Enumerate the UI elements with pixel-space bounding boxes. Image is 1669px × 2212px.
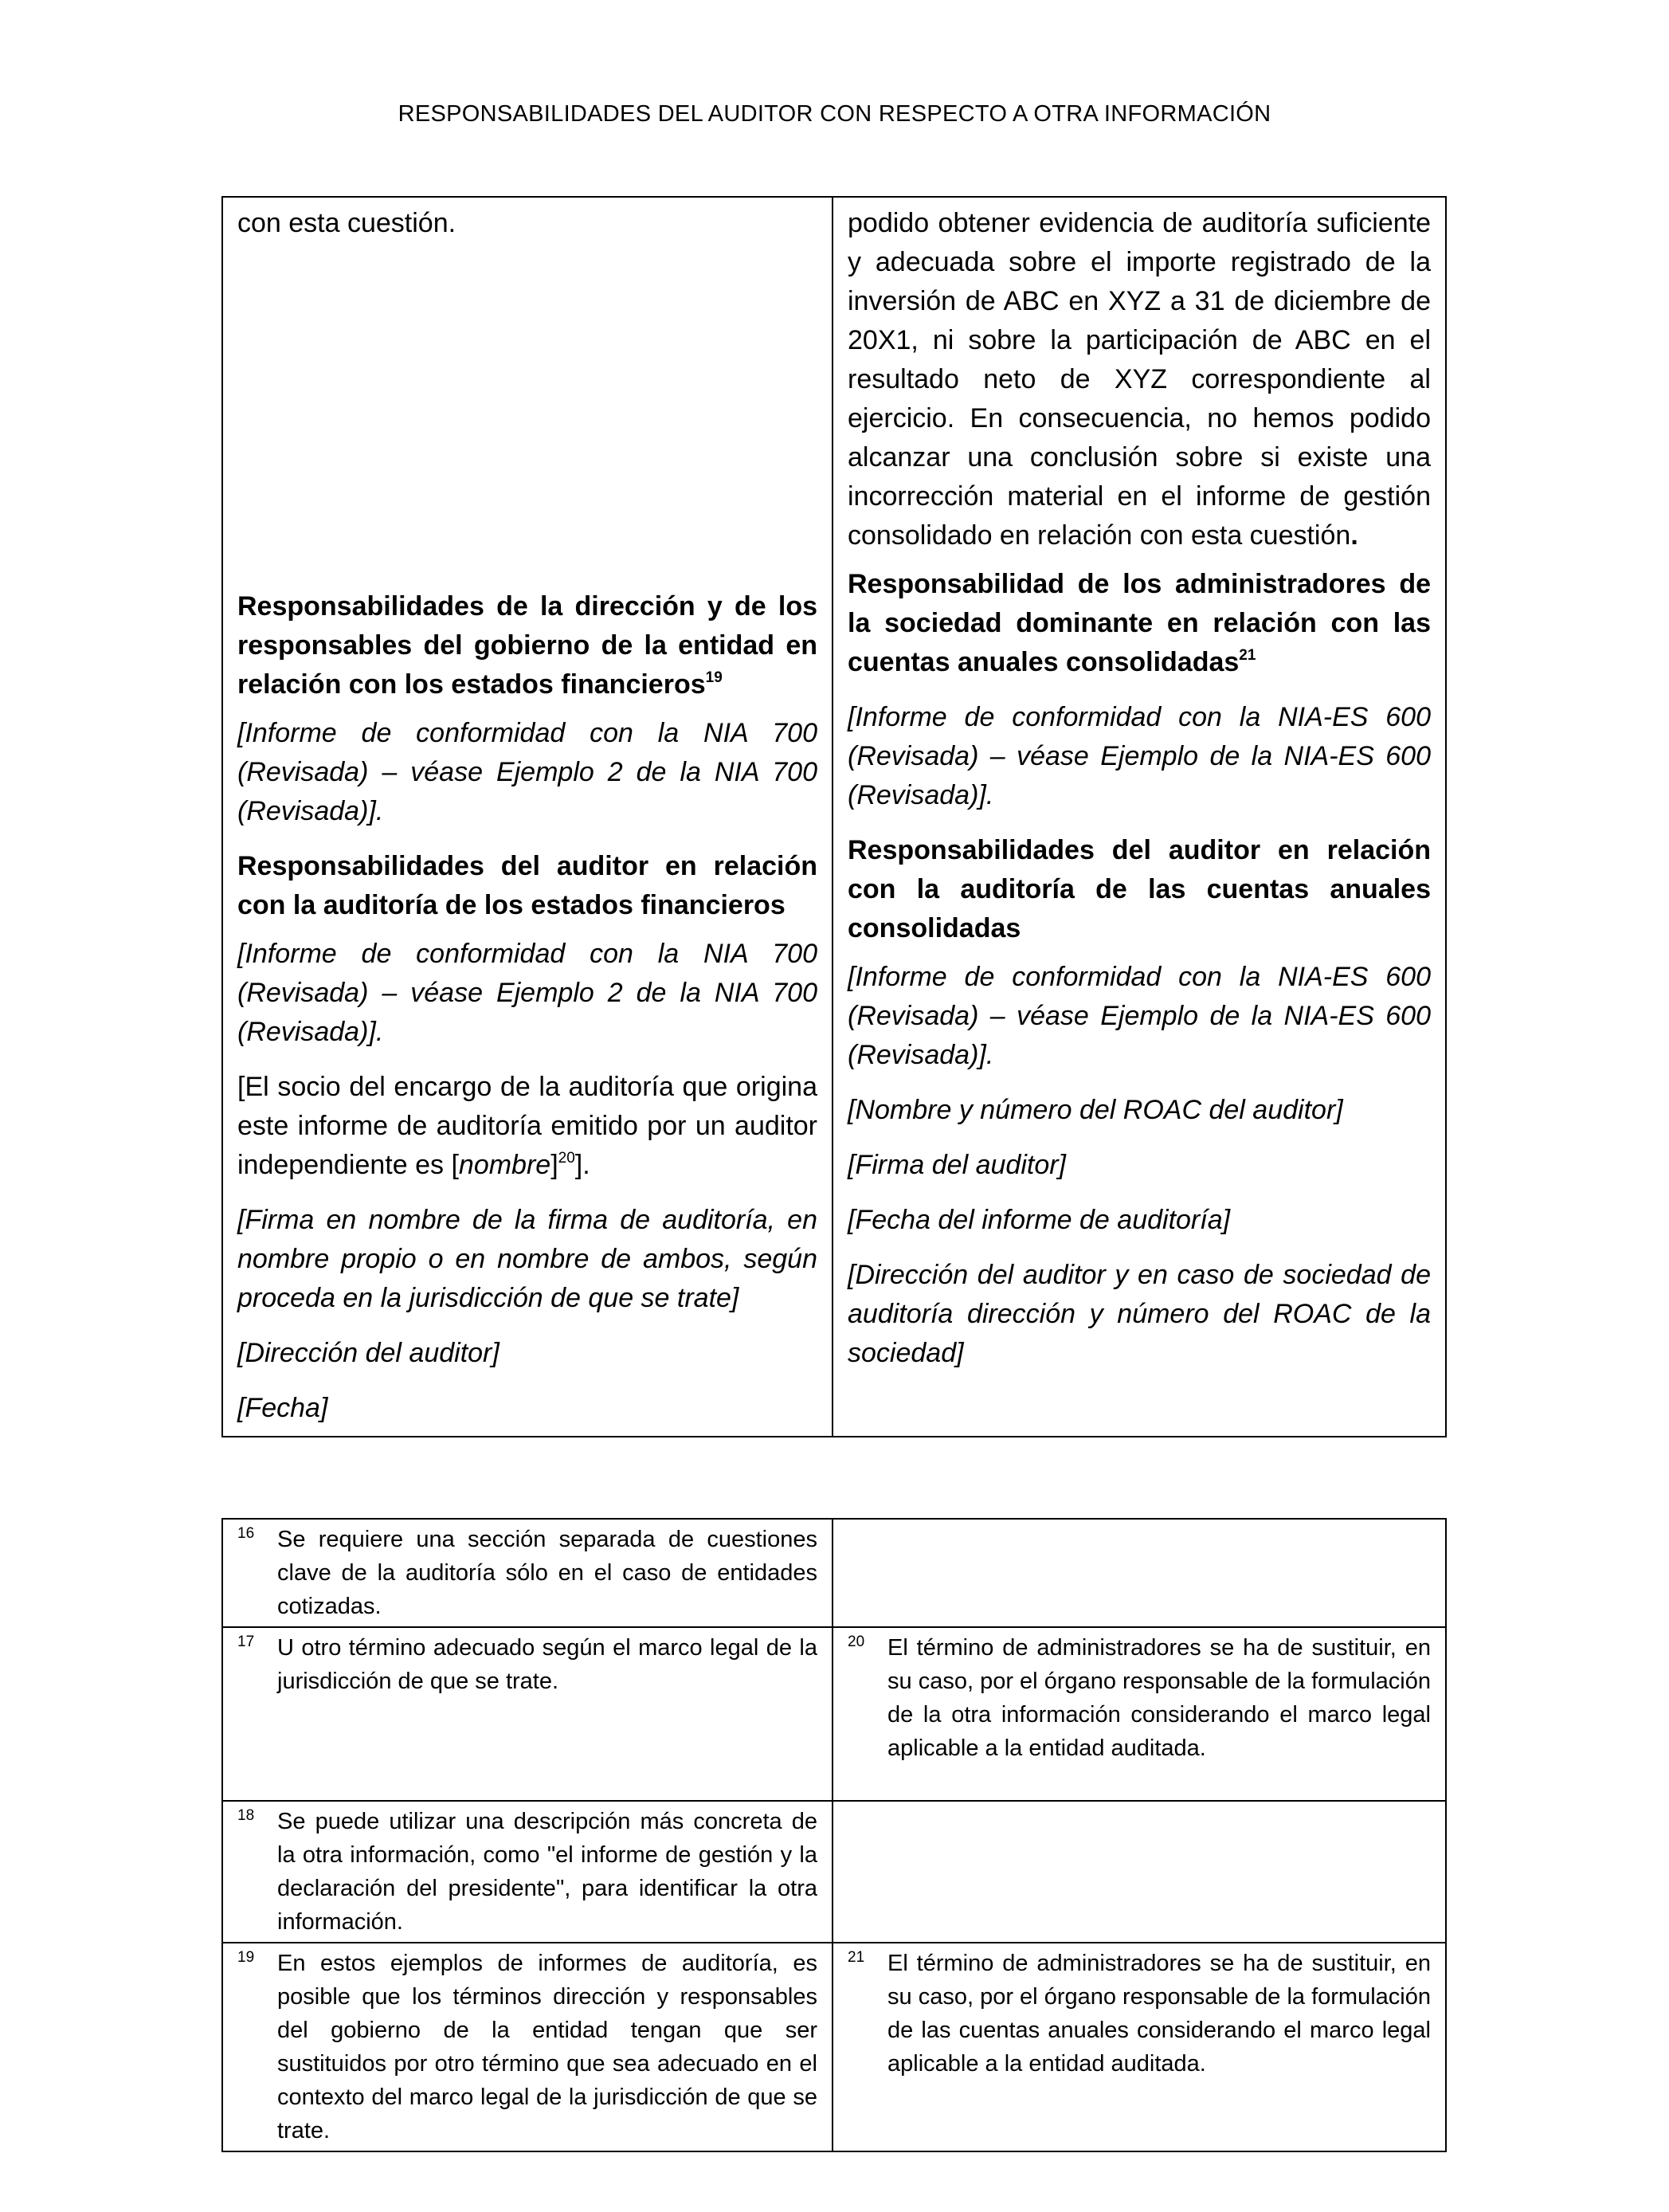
right-paragraph-roac-number: [Nombre y número del ROAC del auditor] [848,1095,1343,1125]
footnote-ref-21: 21 [1239,647,1256,664]
report-comparison-table [221,196,1447,1437]
footnote-ref-20: 20 [558,1150,575,1167]
footnotes-table [221,1518,1447,2152]
left-paragraph-nia700-ref-1: [Informe de conformidad con la NIA 700 (Revisada) – véase Ejemplo 2 de la NIA 700 (Revisada)]. [237,718,817,826]
left-paragraph-engagement-partner: [El socio del encargo de la auditoría que origina este informe de auditoría emitido por un auditor independiente es [nombre]$^{20}$]. [237,1072,817,1180]
right-heading-auditor-responsibilities: Responsabilidades del auditor en relación con la auditoría de las cuentas anuales consolidadas [848,835,1431,943]
footnote-17: 17 U otro término adecuado según el marco legal de la jurisdicción de que se trate. [222,1627,833,1801]
footnote-empty-cell [833,1519,1446,1627]
footnote-18: 18 Se puede utilizar una descripción más concreta de la otra información, como "el informe de gestión y la declaración del presidente", para identificar la otra información. [222,1801,833,1943]
right-column [833,197,1446,1437]
blank-space [237,259,817,587]
footnote-21: 21 El término de administradores se ha de sustituir, en su caso, por el órgano responsable de la formulación de las cuentas anuales considerando el marco legal aplicable a la entidad auditada. [833,1943,1446,2151]
footnote-19: 19 En estos ejemplos de informes de auditoría, es posible que los términos dirección y responsables del gobierno de la entidad tengan que ser sustituidos por otro término que sea adecuado en el contexto del marco legal de la jurisdicción de que se trate. [222,1943,833,2151]
left-heading-management-responsibilities: Responsabilidades de la dirección y de los responsables del gobierno de la entidad en relación con los estados financieros$^{19}$ [237,591,817,700]
left-paragraph-nia700-ref-2: [Informe de conformidad con la NIA 700 (Revisada) – véase Ejemplo 2 de la NIA 700 (Revisada)]. [237,939,817,1047]
right-paragraph-nia-es600-ref-1: [Informe de conformidad con la NIA-ES 600 (Revisada) – véase Ejemplo de la NIA-ES 600 (Revisada)]. [848,702,1431,810]
left-paragraph-0: con esta cuestión. [237,208,456,238]
left-paragraph-auditor-address: [Dirección del auditor] [237,1338,500,1368]
left-column [222,197,833,1437]
right-paragraph-signature: [Firma del auditor] [848,1150,1066,1180]
left-heading-auditor-responsibilities: Responsabilidades del auditor en relación con la auditoría de los estados financieros [237,851,817,920]
right-heading-directors-responsibilities: Responsabilidad de los administradores de la sociedad dominante en relación con las cuentas anuales consolidadas$^{21}$ [848,569,1431,677]
page-header: RESPONSABILIDADES DEL AUDITOR CON RESPECTO A OTRA INFORMACIÓN [398,101,1271,127]
footnote-ref-19: 19 [705,669,723,686]
footnote-20: 20 El término de administradores se ha de sustituir, en su caso, por el órgano responsable de la formulación de la otra información considerando el marco legal aplicable a la entidad auditada. [833,1627,1446,1801]
right-paragraph-0: podido obtener evidencia de auditoría suficiente y adecuada sobre el importe registrado de la inversión de ABC en XYZ a 31 de diciembre de 20X1, ni sobre la participación de ABC en el resultado neto de XYZ correspondiente al ejercicio. En consecuencia, no hemos podido alcanzar una conclusión sobre si existe una incorrección material en el informe de gestión consolidado en relación con esta cuestión. [848,208,1431,551]
footnote-16: 16 Se requiere una sección separada de cuestiones clave de la auditoría sólo en el caso de entidades cotizadas. [222,1519,833,1627]
right-paragraph-auditor-address: [Dirección del auditor y en caso de sociedad de auditoría dirección y número del ROAC de la sociedad] [848,1260,1431,1368]
right-paragraph-nia-es600-ref-2: [Informe de conformidad con la NIA-ES 600 (Revisada) – véase Ejemplo de la NIA-ES 600 (Revisada)]. [848,962,1431,1070]
footnote-empty-cell [833,1801,1446,1943]
left-paragraph-date: [Fecha] [237,1393,328,1423]
left-paragraph-signature: [Firma en nombre de la firma de auditoría, en nombre propio o en nombre de ambos, según proceda en la jurisdicción de que se trate] [237,1205,817,1313]
right-paragraph-report-date: [Fecha del informe de auditoría] [848,1205,1231,1235]
